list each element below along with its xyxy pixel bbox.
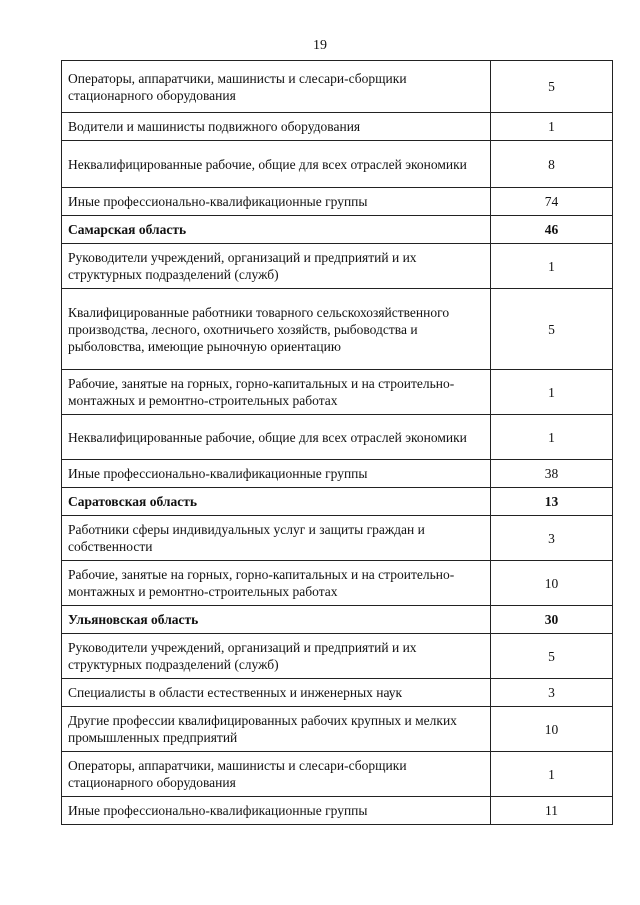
table-body xyxy=(62,61,613,825)
table-row xyxy=(62,370,613,415)
occupation-count: 11 xyxy=(491,797,613,825)
occupation-label: Операторы, аппаратчики, машинисты и слесари-сборщики стационарного оборудования xyxy=(62,61,491,113)
occupation-table xyxy=(61,60,613,825)
table-row xyxy=(62,679,613,707)
occupation-label: Руководители учреждений, организаций и предприятий и их структурных подразделений (служб) xyxy=(62,634,491,679)
occupation-count: 5 xyxy=(491,61,613,113)
region-total: 13 xyxy=(491,488,613,516)
occupation-label: Работники сферы индивидуальных услуг и защиты граждан и собственности xyxy=(62,516,491,561)
occupation-count: 10 xyxy=(491,561,613,606)
occupation-label: Неквалифицированные рабочие, общие для всех отраслей экономики xyxy=(62,415,491,460)
table-row xyxy=(62,113,613,141)
region-total: 30 xyxy=(491,606,613,634)
table-row xyxy=(62,752,613,797)
region-name: Ульяновская область xyxy=(62,606,491,634)
occupation-count: 5 xyxy=(491,634,613,679)
table-row xyxy=(62,61,613,113)
occupation-count: 8 xyxy=(491,141,613,188)
region-name: Самарская область xyxy=(62,216,491,244)
page-number: 19 xyxy=(313,38,327,53)
occupation-count: 10 xyxy=(491,707,613,752)
occupation-count: 5 xyxy=(491,289,613,370)
occupation-label: Иные профессионально-квалификационные группы xyxy=(62,188,491,216)
occupation-count: 3 xyxy=(491,679,613,707)
table-row xyxy=(62,141,613,188)
occupation-count: 1 xyxy=(491,415,613,460)
table-row xyxy=(62,561,613,606)
region-name: Саратовская область xyxy=(62,488,491,516)
occupation-label: Специалисты в области естественных и инженерных наук xyxy=(62,679,491,707)
table-row xyxy=(62,415,613,460)
occupation-label: Другие профессии квалифицированных рабочих крупных и мелких промышленных предприятий xyxy=(62,707,491,752)
occupation-label: Руководители учреждений, организаций и предприятий и их структурных подразделений (служб) xyxy=(62,244,491,289)
occupation-count: 1 xyxy=(491,752,613,797)
region-row xyxy=(62,606,613,634)
region-total: 46 xyxy=(491,216,613,244)
occupation-count: 1 xyxy=(491,370,613,415)
occupation-label: Неквалифицированные рабочие, общие для всех отраслей экономики xyxy=(62,141,491,188)
region-row xyxy=(62,488,613,516)
occupation-count: 1 xyxy=(491,244,613,289)
occupation-label: Операторы, аппаратчики, машинисты и слесари-сборщики стационарного оборудования xyxy=(62,752,491,797)
occupation-label: Квалифицированные работники товарного сельскохозяйственного производства, лесного, охотничьего хозяйств, рыбоводства и рыболовства, имеющие рыночную ориентацию xyxy=(62,289,491,370)
table-row xyxy=(62,634,613,679)
occupation-count: 1 xyxy=(491,113,613,141)
table-row xyxy=(62,516,613,561)
occupation-label: Водители и машинисты подвижного оборудования xyxy=(62,113,491,141)
table-row xyxy=(62,289,613,370)
table-row xyxy=(62,797,613,825)
occupation-count: 3 xyxy=(491,516,613,561)
occupation-label: Рабочие, занятые на горных, горно-капитальных и на строительно-монтажных и ремонтно-строительных работах xyxy=(62,561,491,606)
occupation-label: Иные профессионально-квалификационные группы xyxy=(62,797,491,825)
occupation-count: 38 xyxy=(491,460,613,488)
table-row xyxy=(62,244,613,289)
occupation-label: Иные профессионально-квалификационные группы xyxy=(62,460,491,488)
occupation-label: Рабочие, занятые на горных, горно-капитальных и на строительно-монтажных и ремонтно-строительных работах xyxy=(62,370,491,415)
table-row xyxy=(62,707,613,752)
region-row xyxy=(62,216,613,244)
table-row xyxy=(62,460,613,488)
table-row xyxy=(62,188,613,216)
occupation-count: 74 xyxy=(491,188,613,216)
